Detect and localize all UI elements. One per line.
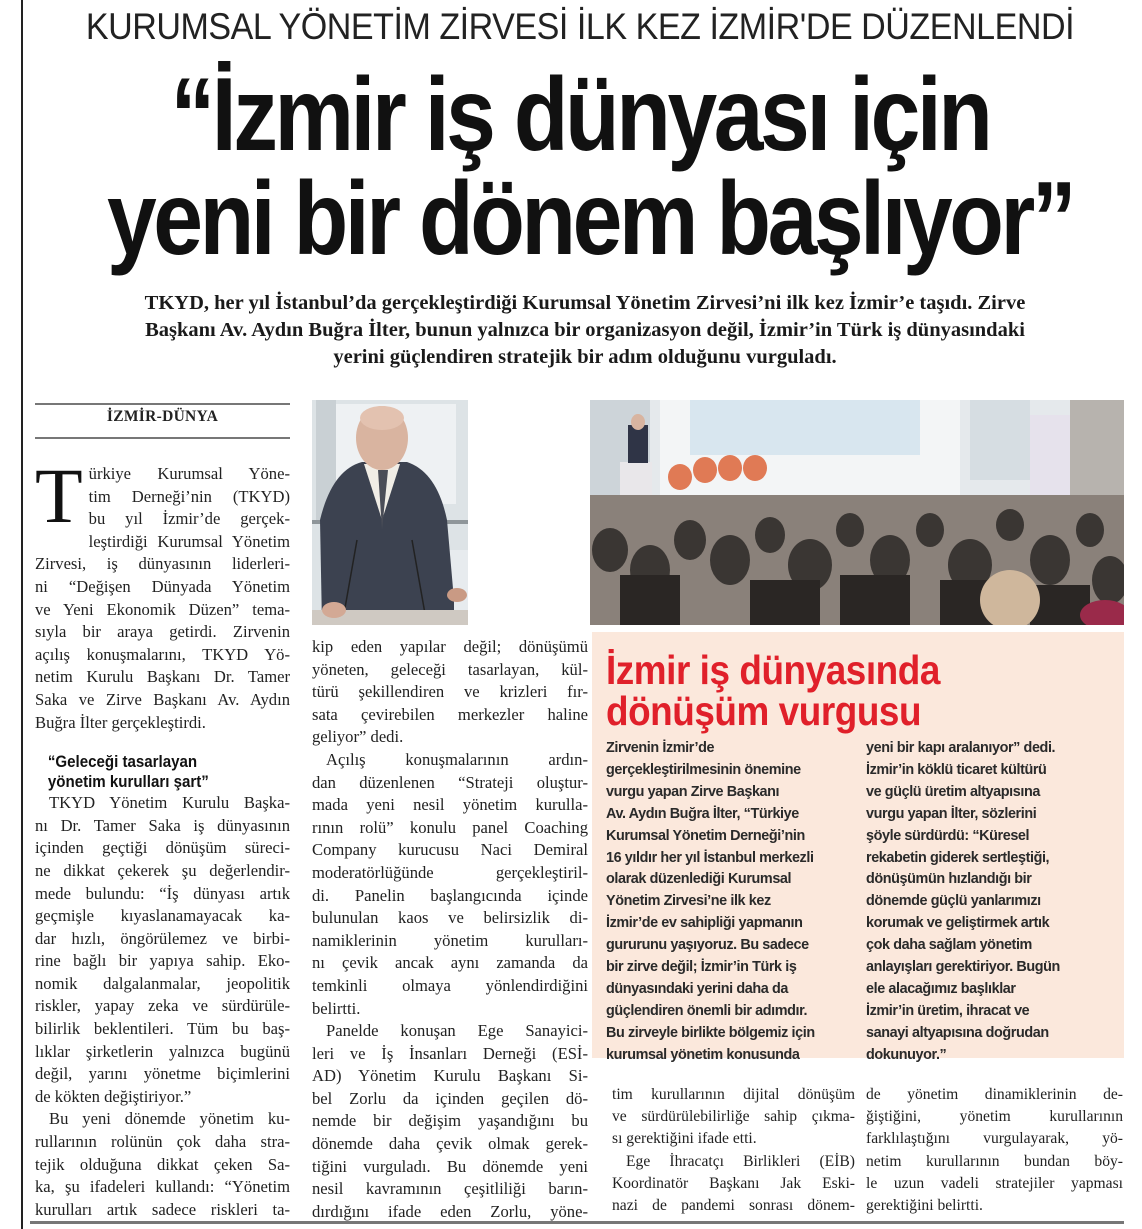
text-line: bu yıl İzmir’de gerçek-	[88, 509, 290, 529]
sidebar-column-1	[606, 738, 856, 1067]
article-column-4	[866, 1084, 1123, 1217]
text-line: içinden geçtiği dönüşüm süreci-	[35, 838, 290, 858]
text-line: nemde bir değişim yaşandığını bu	[312, 1111, 588, 1131]
text-line: olarak düzenlediği Kurumsal	[606, 871, 792, 888]
text-line: Zirvesi, iş dünyasının liderleri-	[35, 554, 290, 574]
text-line: tiğini vurguladı. Bu dönemde yeni	[312, 1156, 588, 1176]
text-line: dönüşümün hızlandığı bir	[866, 871, 1032, 888]
deck-line: TKYD, her yıl İstanbul’da gerçekleştirdiği Kurumsal Yönetim Zirvesi’ni ilk kez İzmir’e taşıdı. Zirve	[144, 292, 1026, 314]
deck-line: Başkanı Av. Aydın Buğra İlter, bunun yalnızca bir organizasyon değil, İzmir’in Türk iş dünyasındaki	[145, 319, 1025, 341]
text-line: yeni bir kapı aralanıyor” dedi.	[866, 740, 1056, 756]
text-line: yöneten, geleceği tasarlayan, kül-	[312, 659, 588, 679]
text-line: sata çevirebilen merkezler haline	[312, 704, 588, 724]
text-line: ele alacağımız başlıklar	[866, 980, 1016, 997]
text-line: leştirdiği Kurumsal Yönetim	[88, 531, 290, 551]
text-line: de yönetim dinamiklerinin de-	[866, 1086, 1123, 1103]
text-line: türü şekillendiren ve krizleri fır-	[312, 682, 588, 702]
dateline-source: -DÜNYA	[156, 408, 219, 425]
subhead-line: “Geleceği tasarlayan	[47, 753, 198, 772]
text-line: sı gerektiğini ifade etti.	[612, 1130, 757, 1148]
text-line: dar hızlı, öngörülemez ve birbi-	[35, 928, 290, 948]
bottom-rule	[30, 1221, 1124, 1224]
text-line: riskler, yapay zeka ve sürdürüle-	[35, 996, 290, 1016]
article-column-1	[35, 452, 290, 1221]
text-line: sıyla bir araya getirdi. Zirvenin	[35, 622, 290, 642]
text-line: Av. Aydın Buğra İlter, “Türkiye	[606, 805, 799, 822]
text-line: nı çevik ancak aynı zamanda da	[312, 953, 588, 973]
text-line: Saka ve Zirve Başkanı Av. Aydın	[35, 689, 290, 709]
text-line: TKYD Yönetim Kurulu Başka-	[49, 793, 290, 813]
text-line: nı Dr. Tamer Saka iş dünyasının	[35, 815, 290, 835]
text-line: dan düzenlenen “Strateji oluştur-	[312, 772, 588, 792]
text-line: belirtti.	[312, 998, 361, 1018]
headline-line-1: “İzmir iş dünyası için	[170, 57, 990, 173]
text-line: korumak ve geliştirmek artık	[866, 915, 1050, 932]
deck-line: yerini güçlendiren stratejik bir adım olduğunu vurguladı.	[333, 346, 837, 368]
text-line: nesil kavramının çeşitliliği barın-	[312, 1179, 588, 1199]
dateline-rule-top	[35, 403, 290, 405]
text-line: 16 yıldır her yıl İstanbul merkezli	[606, 849, 814, 866]
text-line: Yönetim Zirvesi’ne ilk kez	[606, 893, 771, 910]
speaker-at-podium-image	[312, 400, 468, 625]
text-line: vurgu yapan İlter, sözlerini	[866, 805, 1037, 822]
text-line: vurgu yapan Zirve Başkanı	[606, 783, 780, 800]
text-line: ğiştiğini, yönetim kurullarının	[866, 1108, 1123, 1126]
dateline-rule-bottom	[35, 437, 290, 439]
text-line: açılış konuşmalarını, TKYD Yö-	[35, 644, 290, 664]
text-line: dünyasındaki yerini daha da	[606, 980, 788, 997]
subhead-line: yönetim kurulları şart”	[47, 773, 209, 792]
text-line: tejik olduğuna dikkat çeken Sa-	[35, 1154, 290, 1174]
text-line: Zirvenin İzmir’de	[606, 740, 715, 756]
text-line: İzmir’de ev sahipliği yapmanın	[606, 915, 803, 932]
text-line: nomik dalgalanmalar, jeopolitik	[35, 973, 290, 993]
text-line: bilirlik beklentileri. Tüm bu baş-	[35, 1019, 290, 1039]
text-line: İzmir’in üretim, ihracat ve	[866, 1002, 1030, 1019]
text-line: değil, yarını yönetme biçimlerini	[35, 1064, 290, 1084]
text-line: ve Yeni Ekonomik Düzen” tema-	[35, 599, 290, 619]
sidebar-title	[606, 647, 940, 734]
text-line: Açılış konuşmalarının ardın-	[326, 749, 588, 769]
dateline-city: İZMİR	[106, 408, 157, 425]
text-line: dönemde güçlü yanlarımızı	[866, 893, 1041, 910]
text-line: moderatörlüğünde gerçekleştiril-	[312, 862, 588, 882]
text-line: rine bağlı bir yapıya sahip. Eko-	[35, 951, 290, 971]
article-column-3	[612, 1084, 855, 1217]
text-line: geliyor” dedi.	[312, 727, 404, 747]
text-line: Company kurucusu Naci Demiral	[312, 840, 588, 860]
text-line: ni “Değişen Dünyada Yönetim	[35, 576, 290, 596]
text-line: tim Derneği’nin (TKYD)	[88, 486, 290, 506]
text-line: ve güçlü üretim altyapısına	[866, 783, 1040, 800]
text-line: nazi de pandemi sonrası dönem-	[612, 1197, 855, 1215]
article-column-2	[312, 636, 588, 1223]
dateline	[35, 408, 290, 426]
text-line: gerektiğini belirtti.	[866, 1197, 983, 1215]
text-line: dırdığını ifade eden Zorlu, yöne-	[312, 1201, 588, 1221]
text-line: farklılaştığını vurgulayarak, yö-	[866, 1130, 1123, 1148]
text-line: le uzun vadeli stratejiler yapması	[866, 1174, 1123, 1192]
text-line: sanayi altyapısına doğrudan	[866, 1024, 1049, 1041]
headline-line-2: yeni bir dönem başlıyor”	[107, 161, 1074, 277]
kicker: KURUMSAL YÖNETİM ZİRVESİ İLK KEZ İZMİR'DE DÜZENLENDİ	[85, 6, 1075, 47]
text-line: geçmişle kıyaslanamayacak ka-	[35, 906, 290, 926]
text-line: de kökten değiştiriyor.”	[35, 1086, 192, 1106]
text-line: Panelde konuşan Ege Sanayici-	[326, 1021, 588, 1041]
text-line: ne dikkat çekerek şu değerlendir-	[35, 860, 290, 880]
text-line: bir zirve değil; İzmir’in Türk iş	[606, 959, 797, 976]
text-line: tim kurullarının dijital dönüşüm	[612, 1086, 855, 1103]
text-line: dönemde daha çevik olmak gerek-	[312, 1134, 588, 1154]
sidebar-title-line: İzmir iş dünyasında	[606, 647, 940, 693]
text-line: gururunu yaşıyoruz. Bu sadece	[606, 937, 809, 954]
text-line: çok daha sağlam yönetim	[866, 937, 1032, 954]
sidebar-column-2	[866, 738, 1116, 1067]
text-line: Kurumsal Yönetim Derneği’nin	[606, 827, 805, 844]
text-line: bel Zorlu da içinden geçilen dö-	[312, 1088, 588, 1108]
conference-audience-image	[590, 400, 1124, 625]
text-line: di. Panelin başlangıcında içinde	[312, 885, 588, 905]
text-line: rının rolü” konulu panel Coaching	[312, 817, 588, 837]
text-line: Buğra İlter gerçekleştirdi.	[35, 712, 206, 732]
text-line: leri ve İş İnsanları Derneği (ESİ-	[312, 1043, 588, 1063]
text-line: lıklar şirketlerin yalnızca bugünü	[35, 1041, 290, 1061]
text-line: kip eden yapılar değil; dönüşümü	[312, 637, 588, 656]
text-line: Bu yeni dönemde yönetim ku-	[49, 1109, 290, 1129]
speaker-photo	[312, 400, 468, 625]
text-line: ka, şu ifadeleri kullandı: “Yönetim	[35, 1177, 290, 1197]
text-line: İzmir’in köklü ticaret kültürü	[866, 761, 1047, 778]
dropcap: T	[35, 452, 83, 539]
text-line: Ege İhracatçı Birlikleri (EİB)	[626, 1152, 855, 1170]
text-line: ve sürdürülebilirliğe sahip çıkma-	[612, 1108, 855, 1126]
text-line: kurulları artık sadece riskleri ta-	[35, 1199, 290, 1219]
text-line: mede bulundu: “İş dünyası artık	[35, 883, 290, 903]
subhead	[35, 752, 270, 792]
deck	[40, 290, 1130, 371]
text-line: gerçekleştirilmesinin önemine	[606, 761, 801, 778]
text-line: Bu zirveyle birlikte bölgemiz için	[606, 1024, 815, 1041]
text-line: bulunulan kaos ve belirsizlik di-	[312, 908, 588, 928]
text-line: temkinli olmaya yönlendirdiğini	[312, 975, 588, 995]
text-line: anlayışları gerektiriyor. Bugün	[866, 959, 1060, 976]
text-line: AD) Yönetim Kurulu Başkanı Si-	[312, 1066, 588, 1086]
text-line: namiklerinin yönetim kurulları-	[312, 930, 588, 950]
sidebar-title-line: dönüşüm vurgusu	[606, 688, 922, 734]
text-line: dokunuyor.”	[866, 1046, 947, 1063]
text-line: rullarının rolünün çok daha stra-	[35, 1132, 290, 1152]
text-line: mada yeni nesil yönetim kurulla-	[312, 795, 588, 815]
text-line: netim Kurulu Başkanı Dr. Tamer	[35, 667, 290, 687]
text-line: netim kurullarının bundan böy-	[866, 1152, 1123, 1170]
audience-photo	[590, 400, 1124, 625]
text-line: güçlendiren önemli bir adımdır.	[606, 1002, 808, 1019]
text-line: rekabetin giderek sertleştiği,	[866, 849, 1050, 866]
page-border-line	[21, 0, 23, 1229]
text-line: Koordinatör Başkanı Jak Eski-	[612, 1174, 855, 1192]
text-line: kurumsal yönetim konusunda	[606, 1046, 800, 1063]
text-line: ürkiye Kurumsal Yöne-	[88, 464, 290, 483]
text-line: şöyle sürdürdü: “Küresel	[866, 827, 1030, 844]
